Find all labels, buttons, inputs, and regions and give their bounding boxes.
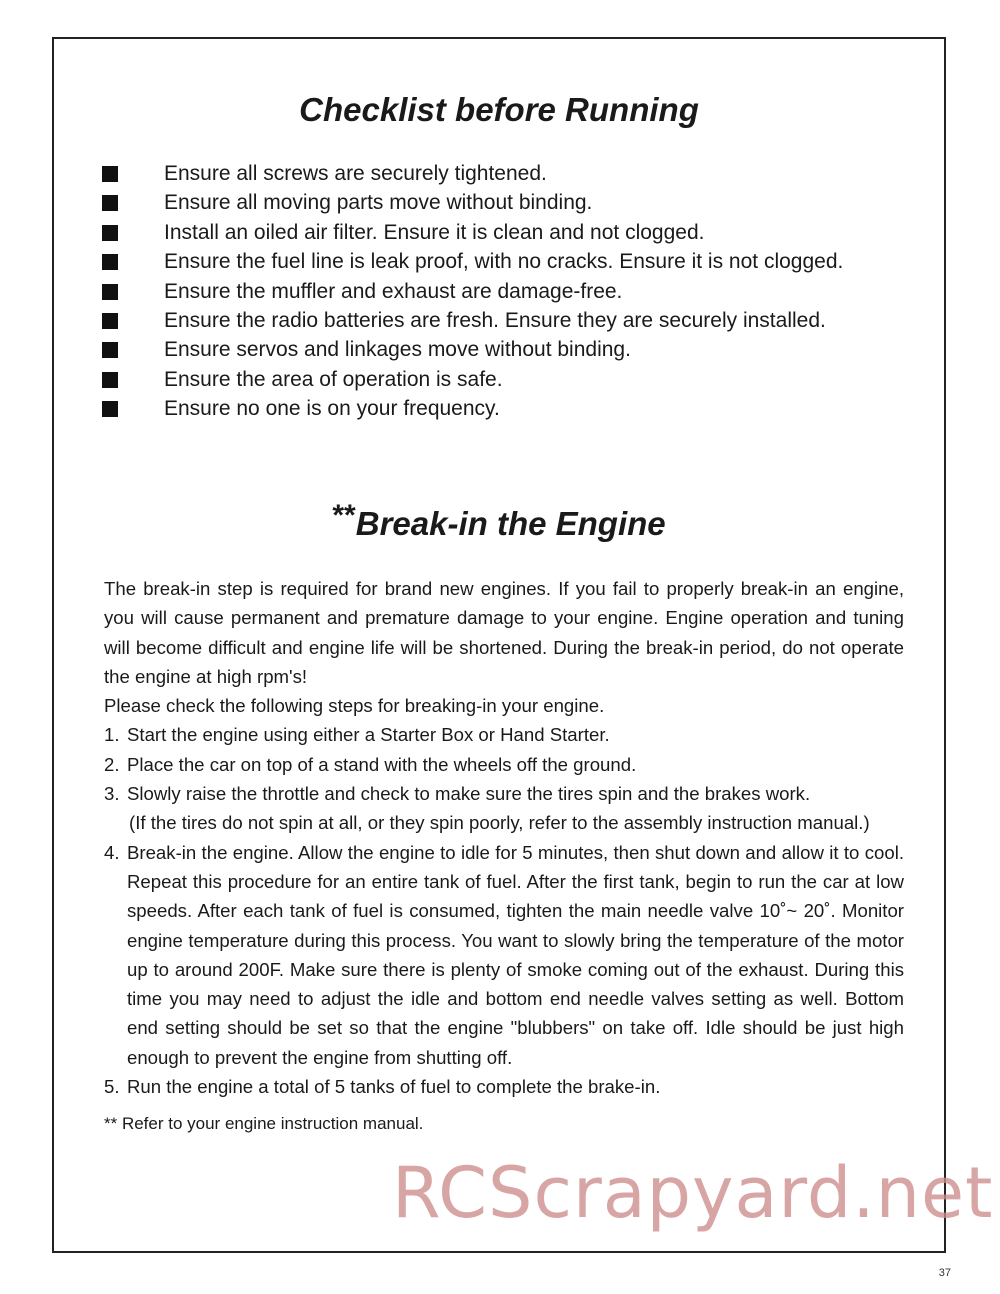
checklist-item: Ensure the radio batteries are fresh. Ensure they are securely installed. (100, 306, 843, 335)
breakin-body (104, 574, 904, 1139)
page-number: 37 (938, 1267, 951, 1279)
square-bullet-icon (102, 225, 118, 241)
checklist-item: Ensure no one is on your frequency. (100, 394, 843, 423)
checklist-item: Ensure all moving parts move without binding. (100, 188, 843, 217)
watermark: RCScrapyard.net (392, 1152, 994, 1234)
page-frame (52, 37, 946, 1253)
breakin-title (54, 499, 944, 543)
step-item: 2. Place the car on top of a stand with the wheels off the ground. (104, 753, 637, 775)
square-bullet-icon (102, 284, 118, 300)
breakin-intro: The break-in step is required for brand new engines. If you fail to properly break-in an engine, you will cause permanent and premature damage to your engine. Engine operation and tuning will become difficult and engine life will be shortened. During the break-in period, do not operate the engine at high rpm's! (104, 578, 904, 687)
step-note: (If the tires do not spin at all, or they spin poorly, refer to the assembly instruction manual.) (129, 812, 870, 834)
step-item: 3. Slowly raise the throttle and check to make sure the tires spin and the brakes work. (If the tires do not spin at all, or they spin poorly, refer to the assembly instruction manual.) (104, 779, 904, 838)
checklist-item: Ensure the fuel line is leak proof, with no cracks. Ensure it is not clogged. (100, 247, 843, 276)
checklist-item: Ensure all screws are securely tightened. (100, 159, 843, 188)
checklist-item: Ensure the muffler and exhaust are damage-free. (100, 277, 843, 306)
step-item: 4. Break-in the engine. Allow the engine to idle for 5 minutes, then shut down and allow it to cool. Repeat this procedure for an entire tank of fuel. After the first tank, begin to run the car at low speeds. After each tank of fuel is consumed, tighten the main needle valve 10˚~ 20˚. Monitor engine temperature during this process. You want to slowly bring the temperature of the motor up to around 200F. Make sure there is plenty of smoke coming out of the exhaust. During this time you may need to adjust the idle and bottom end needle valves setting as well. Bottom end setting should be set so that the engine "blubbers" on take off. Idle should be just high enough to prevent the engine from shutting off. (104, 841, 904, 1068)
square-bullet-icon (102, 372, 118, 388)
square-bullet-icon (102, 254, 118, 270)
checklist (100, 159, 843, 424)
checklist-title: Checklist before Running (299, 91, 699, 128)
square-bullet-icon (102, 313, 118, 329)
square-bullet-icon (102, 342, 118, 358)
checklist-item: Ensure the area of operation is safe. (100, 365, 843, 394)
square-bullet-icon (102, 166, 118, 182)
square-bullet-icon (102, 401, 118, 417)
breakin-lead: Please check the following steps for breaking-in your engine. (104, 695, 605, 717)
breakin-title-text: Break-in the Engine (355, 505, 666, 542)
step-item: 1. Start the engine using either a Starter Box or Hand Starter. (104, 724, 610, 746)
footnote: ** Refer to your engine instruction manual. (104, 1114, 424, 1134)
checklist-item: Install an oiled air filter. Ensure it is clean and not clogged. (100, 218, 843, 247)
step-item: 5. Run the engine a total of 5 tanks of fuel to complete the brake-in. (104, 1076, 661, 1098)
checklist-item: Ensure servos and linkages move without binding. (100, 335, 843, 364)
square-bullet-icon (102, 195, 118, 211)
breakin-title-stars: ** (332, 499, 356, 532)
breakin-steps (104, 720, 904, 1101)
